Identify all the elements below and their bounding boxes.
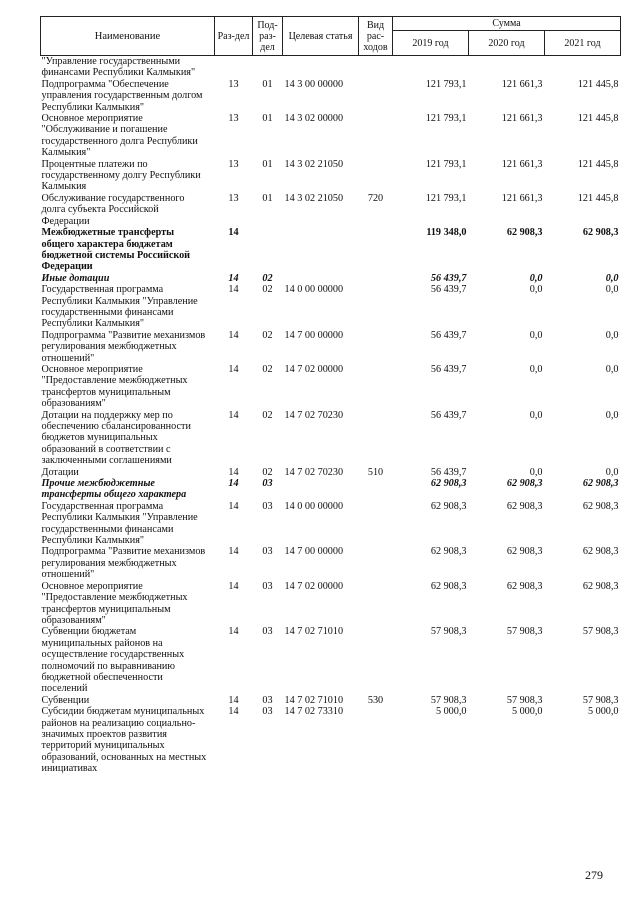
row-razdel: 14 — [228, 329, 239, 341]
table-row — [41, 410, 621, 467]
row-target-article: 14 0 00 00000 — [284, 284, 344, 296]
row-razdel: 14 — [228, 478, 239, 490]
row-sum-2019 — [393, 56, 469, 79]
row-sum-2021: 62 908,3 — [582, 546, 619, 558]
header-year-2019: 2019 год — [393, 31, 469, 56]
row-podrazdel: 03 — [262, 706, 273, 718]
row-target-article: 14 7 02 70230 — [284, 466, 344, 478]
row-expense-type — [359, 79, 393, 113]
row-sum-2021: 57 908,3 — [582, 694, 619, 706]
row-razdel: 13 — [228, 113, 239, 125]
row-sum-2021: 0,0 — [605, 284, 619, 296]
row-podrazdel: 01 — [262, 113, 273, 125]
table-row — [41, 478, 621, 501]
row-sum-2021: 62 908,3 — [582, 500, 619, 512]
row-sum-2020: 62 908,3 — [506, 478, 543, 490]
row-target-article: 14 7 00 00000 — [284, 329, 344, 341]
row-razdel: 14 — [228, 546, 239, 558]
row-sum-2020: 62 908,3 — [506, 227, 543, 239]
row-target-article: 14 3 02 21050 — [284, 192, 344, 204]
table-row — [41, 227, 621, 273]
row-sum-2019: 56 439,7 — [430, 284, 467, 296]
header-expense-type: Вид рас-ходов — [359, 17, 393, 56]
row-sum-2019: 121 793,1 — [425, 113, 467, 125]
row-podrazdel: 01 — [262, 78, 273, 90]
row-sum-2021: 121 445,8 — [577, 192, 619, 204]
row-razdel: 14 — [228, 363, 239, 375]
row-podrazdel: 01 — [262, 192, 273, 204]
row-podrazdel: 02 — [262, 466, 273, 478]
budget-document — [40, 16, 620, 775]
table-row — [41, 284, 621, 330]
row-sum-2019: 121 793,1 — [425, 158, 467, 170]
row-razdel: 14 — [228, 500, 239, 512]
row-name: Субсидии бюджетам муниципальных районов на реализацию социально-значимых проектов развития территорий муниципальных образований, основанных на местных инициативах — [41, 706, 207, 775]
row-target-article: 14 7 02 00000 — [284, 580, 344, 592]
table-row — [41, 501, 621, 547]
row-sum-2019: 56 439,7 — [430, 272, 467, 284]
row-name: Подпрограмма "Обеспечение управления государственным долгом Республики Калмыкия" — [41, 78, 203, 113]
row-podrazdel: 03 — [262, 580, 273, 592]
header-name: Наименование — [41, 17, 215, 56]
row-name: Обслуживание государственного долга субъекта Российской Федерации — [41, 192, 185, 227]
row-razdel: 14 — [228, 466, 239, 478]
row-sum-2019: 62 908,3 — [430, 546, 467, 558]
row-razdel: 14 — [228, 227, 239, 239]
row-sum-2021: 121 445,8 — [577, 158, 619, 170]
header-sum: Сумма — [393, 17, 621, 31]
row-expense-type — [359, 546, 393, 580]
table-row — [41, 546, 621, 580]
row-sum-2020: 0,0 — [529, 466, 543, 478]
row-sum-2019: 119 348,0 — [426, 227, 467, 239]
row-target-article: 14 3 02 00000 — [284, 113, 344, 125]
row-razdel: 13 — [228, 158, 239, 170]
row-expense-type — [359, 478, 393, 501]
row-expense-type — [359, 364, 393, 410]
row-sum-2020: 0,0 — [529, 409, 543, 421]
row-sum-2020: 0,0 — [529, 363, 543, 375]
row-sum-2019: 121 793,1 — [425, 78, 467, 90]
row-expense-type — [359, 706, 393, 774]
row-sum-2019: 62 908,3 — [430, 580, 467, 592]
row-expense-type — [359, 159, 393, 193]
row-name: Дотации — [41, 466, 79, 478]
row-sum-2019: 56 439,7 — [430, 409, 467, 421]
row-razdel: 14 — [228, 272, 239, 284]
row-sum-2019: 56 439,7 — [430, 466, 467, 478]
row-sum-2019: 56 439,7 — [430, 329, 467, 341]
table-row — [41, 273, 621, 284]
row-sum-2019: 62 908,3 — [430, 478, 467, 490]
header-razdel: Раз-дел — [215, 17, 253, 56]
row-name: Субвенции — [41, 694, 90, 706]
table-row — [41, 193, 621, 227]
row-sum-2020 — [469, 56, 545, 79]
row-podrazdel — [253, 227, 283, 273]
table-body — [41, 56, 621, 775]
row-razdel: 14 — [228, 694, 239, 706]
row-sum-2020: 62 908,3 — [506, 580, 543, 592]
row-podrazdel: 02 — [262, 409, 273, 421]
row-target-article: 14 0 00 00000 — [284, 500, 344, 512]
row-podrazdel: 03 — [262, 500, 273, 512]
row-name: "Управление государственными финансами Республики Калмыкия" — [41, 56, 196, 79]
row-sum-2021: 0,0 — [605, 363, 619, 375]
row-expense-type — [359, 330, 393, 364]
header-podrazdel: Под-раз-дел — [253, 17, 283, 56]
row-sum-2021: 0,0 — [605, 272, 619, 284]
row-expense-type — [359, 113, 393, 159]
row-target-article: 14 7 00 00000 — [284, 546, 344, 558]
row-name: Государственная программа Республики Калмыкия "Управление государственными финансами Республики Калмыкия" — [41, 284, 198, 330]
row-target-article: 14 3 00 00000 — [284, 78, 344, 90]
row-sum-2021: 57 908,3 — [582, 626, 619, 638]
row-razdel: 14 — [228, 626, 239, 638]
row-target-article: 14 3 02 21050 — [284, 158, 344, 170]
row-podrazdel: 02 — [262, 329, 273, 341]
row-podrazdel: 02 — [262, 284, 273, 296]
table-row — [41, 706, 621, 774]
row-name: Иные дотации — [41, 272, 110, 284]
row-expense-type — [359, 501, 393, 547]
row-expense-type — [359, 273, 393, 284]
row-sum-2019: 57 908,3 — [430, 626, 467, 638]
row-target-article — [283, 56, 359, 79]
row-sum-2020: 0,0 — [529, 272, 543, 284]
table-row — [41, 695, 621, 706]
row-expense-type — [359, 626, 393, 694]
row-name: Прочие межбюджетные трансферты общего характера — [41, 478, 187, 501]
row-name: Субвенции бюджетам муниципальных районов на осуществление государственных полномочий по выравниванию бюджетной обеспеченности поселений — [41, 626, 185, 695]
row-sum-2020: 121 661,3 — [501, 192, 543, 204]
row-razdel: 13 — [228, 192, 239, 204]
row-sum-2021 — [545, 56, 621, 79]
row-razdel: 14 — [228, 284, 239, 296]
row-sum-2019: 62 908,3 — [430, 500, 467, 512]
row-podrazdel: 03 — [262, 546, 273, 558]
row-expense-type — [359, 227, 393, 273]
row-razdel: 14 — [228, 409, 239, 421]
row-target-article: 14 7 02 00000 — [284, 363, 344, 375]
row-sum-2020: 0,0 — [529, 284, 543, 296]
row-expense-type — [359, 581, 393, 627]
row-name: Подпрограмма "Развитие механизмов регулирования межбюджетных отношений" — [41, 546, 206, 581]
row-name: Дотации на поддержку мер по обеспечению сбалансированности бюджетов муниципальных образований в соответствии с заключенными соглашениями — [41, 409, 191, 467]
row-podrazdel: 03 — [262, 694, 273, 706]
row-podrazdel: 02 — [262, 363, 273, 375]
row-podrazdel: 03 — [262, 626, 273, 638]
row-name: Государственная программа Республики Калмыкия "Управление государственными финансами Республики Калмыкия" — [41, 500, 198, 547]
table-row — [41, 330, 621, 364]
row-name: Процентные платежи по государственному долгу Республики Калмыкия — [41, 158, 201, 193]
row-podrazdel: 02 — [262, 272, 273, 284]
row-sum-2021: 62 908,3 — [582, 478, 619, 490]
row-sum-2021: 121 445,8 — [577, 113, 619, 125]
row-target-article: 14 7 02 70230 — [284, 409, 344, 421]
row-podrazdel: 01 — [262, 158, 273, 170]
row-razdel: 14 — [228, 580, 239, 592]
row-name: Основное мероприятие "Обслуживание и погашение государственного долга Республики Калмыкия" — [41, 113, 198, 159]
row-sum-2021: 62 908,3 — [582, 580, 619, 592]
page-number: 279 — [585, 868, 603, 882]
row-sum-2021: 62 908,3 — [582, 227, 619, 239]
row-target-article: 14 7 02 73310 — [284, 706, 344, 718]
row-expense-type — [359, 56, 393, 79]
row-sum-2021: 0,0 — [605, 329, 619, 341]
row-target-article — [283, 478, 359, 501]
row-razdel — [215, 56, 253, 79]
table-row — [41, 581, 621, 627]
row-sum-2020: 57 908,3 — [506, 626, 543, 638]
row-target-article: 14 7 02 71010 — [284, 694, 344, 706]
row-target-article — [283, 227, 359, 273]
row-sum-2019: 5 000,0 — [435, 706, 467, 718]
row-podrazdel — [253, 56, 283, 79]
table-row — [41, 159, 621, 193]
row-sum-2019: 121 793,1 — [425, 192, 467, 204]
table-header — [41, 17, 621, 56]
row-name: Подпрограмма "Развитие механизмов регулирования межбюджетных отношений" — [41, 329, 206, 364]
row-expense-type: 510 — [367, 466, 384, 478]
header-year-2020: 2020 год — [469, 31, 545, 56]
row-name: Основное мероприятие "Предоставление межбюджетных трансфертов муниципальным образованиям" — [41, 363, 188, 410]
row-expense-type — [359, 410, 393, 467]
header-year-2021: 2021 год — [545, 31, 621, 56]
row-sum-2021: 0,0 — [605, 409, 619, 421]
row-sum-2020: 121 661,3 — [501, 113, 543, 125]
row-name: Межбюджетные трансферты общего характера бюджетам бюджетной системы Российской Федерации — [41, 227, 191, 273]
row-sum-2021: 121 445,8 — [577, 78, 619, 90]
row-target-article: 14 7 02 71010 — [284, 626, 344, 638]
row-sum-2021: 5 000,0 — [587, 706, 619, 718]
row-sum-2020: 5 000,0 — [511, 706, 543, 718]
row-expense-type: 530 — [367, 694, 384, 706]
row-razdel: 14 — [228, 706, 239, 718]
row-podrazdel: 03 — [262, 478, 273, 490]
header-target-article: Целевая статья — [283, 17, 359, 56]
row-sum-2020: 121 661,3 — [501, 158, 543, 170]
row-sum-2020: 121 661,3 — [501, 78, 543, 90]
row-expense-type — [359, 284, 393, 330]
budget-table — [40, 16, 621, 775]
row-sum-2020: 62 908,3 — [506, 546, 543, 558]
table-row — [41, 467, 621, 478]
row-sum-2019: 56 439,7 — [430, 363, 467, 375]
row-sum-2020: 0,0 — [529, 329, 543, 341]
row-razdel: 13 — [228, 78, 239, 90]
table-row — [41, 79, 621, 113]
table-row — [41, 364, 621, 410]
row-name: Основное мероприятие "Предоставление межбюджетных трансфертов муниципальным образованиям" — [41, 580, 188, 626]
table-row — [41, 626, 621, 694]
row-sum-2021: 0,0 — [605, 466, 619, 478]
row-target-article — [283, 273, 359, 284]
table-row — [41, 56, 621, 79]
row-sum-2019: 57 908,3 — [430, 694, 467, 706]
row-sum-2020: 57 908,3 — [506, 694, 543, 706]
table-row — [41, 113, 621, 159]
row-sum-2020: 62 908,3 — [506, 500, 543, 512]
row-expense-type: 720 — [367, 192, 384, 204]
